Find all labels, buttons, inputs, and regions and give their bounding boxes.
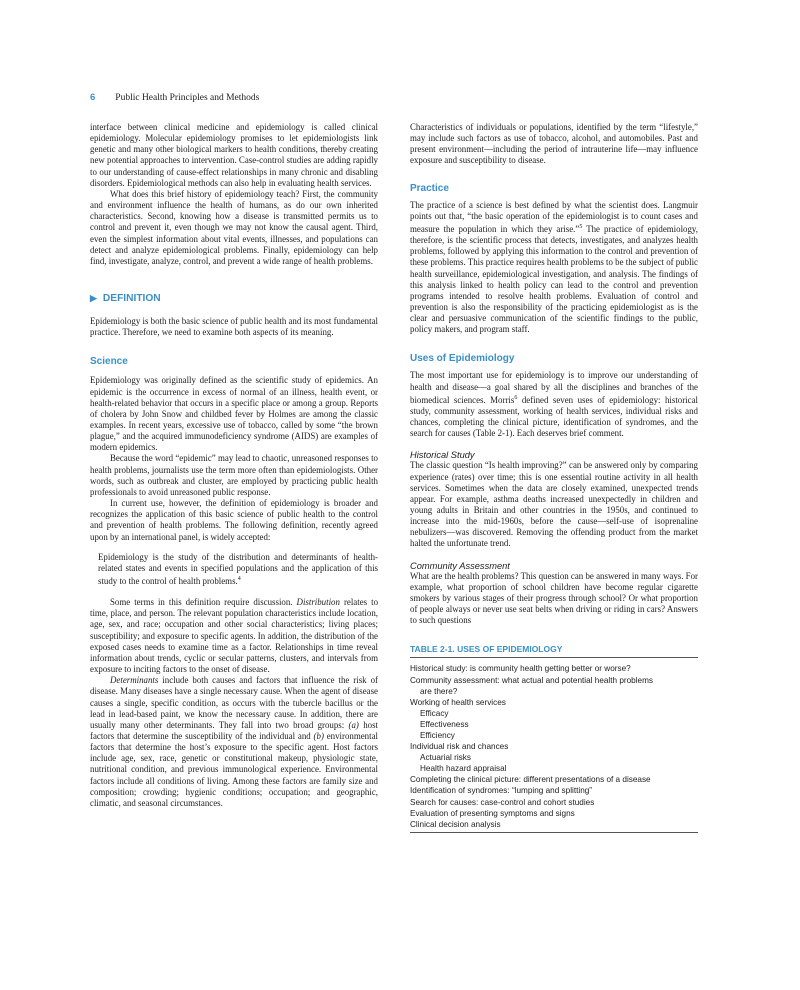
paragraph: Epidemiology was originally defined as the scientific study of epidemics. An epidemic is the occurrence in excess of normal of an illness, health event, or health-related behavior that occurs in a specific place or among a group. Reports of cholera by John Snow and childbed fever by Holmes are among the classic examples. In recent years, excessive use of tobacco, called by some “the brown plague,” and the acquired immunodeficiency syndrome (AIDS) are examples of modern epidemics. [90,375,378,453]
text-run: host factors that determine the susceptibility of the individual and [90,719,378,741]
text-run: The most important use for epidemiology is to improve our understanding of health and disease—a goal shared by all the disciplines and branches of the biomedical sciences. Morris [410,370,698,405]
text-run: include both causes and factors that influence the risk of disease. Many diseases have a single necessary cause. When the agent of disease causes a single, specific condition, as occurs with the tubercle bacillus or the lead in lead-based paint, we know the necessary cause. In addition, there are usually many other determinants. They fall into two broad groups: [90,675,378,730]
table-row: Individual risk and chances [410,742,509,752]
right-column [410,122,698,833]
table-row: Working of health services [410,697,506,707]
list-marker: (b) [313,731,324,741]
paragraph [410,200,698,336]
text-run: The practice of a science is best defined by what the scientist does. Langmuir points out that, “the basic operation of the epidemiologist is to count cases and measure the population in which they arise.” [410,199,698,234]
paragraph [90,597,378,675]
table-body [410,658,698,832]
table-row: Community assessment: what actual and potential health problems [410,675,654,685]
table-row: Identification of syndromes: “lumping and splitting” [410,786,593,796]
paragraph: In current use, however, the definition of epidemiology is broader and recognizes the application of this basic science of public health to the control and prevention of health problems. The following definition, recently agreed upon by an international panel, is widely accepted: [90,498,378,542]
footnote-ref: 6 [514,394,518,401]
paragraph [90,675,378,809]
text-run: defined seven uses of epidemiology: historical study, community assessment, working of health services, individual risks and chances, completing the clinical picture, identification of syndromes, and the search for causes (Table 2-1). Each deserves brief comment. [410,394,698,439]
table-row: Actuarial risks [420,753,471,763]
table-row: Search for causes: case-control and cohort studies [410,797,595,807]
page-number: 6 [90,92,96,103]
paragraph [410,370,698,439]
table-title: TABLE 2-1. USES OF EPIDEMIOLOGY [410,644,698,658]
subsection-heading-uses: Uses of Epidemiology [410,353,515,365]
paragraph: interface between clinical medicine and epidemiology is called clinical epidemiology. Molecular epidemiology promises to let epidemiologists link genetic and many other biological markers to health conditions, thereby creating new potential approaches to intervention. Case-control studies are adding rapidly to our understanding of cause-effect relationships in many chronic and disabling disorders. Epidemiological methods can also help in evaluating health services. [90,122,378,188]
running-title: Public Health Principles and Methods [115,93,260,103]
table-row: Effectiveness [420,719,469,729]
paragraph: What does this brief history of epidemiology teach? First, the community and environment influence the health of humans, as do our own inherited characteristics. Second, knowing how a disease is transmitted permits us to control and prevent it, even though we may not know the causal agent. Third, even the simplest information about vital events, illnesses, and populations can detect and analyze epidemiological problems. Finally, epidemiology can help find, investigate, analyze, control, and prevent a wide range of health problems. [90,188,378,266]
running-head [90,92,259,103]
minor-heading-community-assessment: Community Assessment [410,560,510,571]
text-run: environmental factors that determine the host’s exposure to the specific agent. Host factors include age, sex, race, genetic or constitutional makeup, physiologic state, nutritional condition, and previous immunological experience. Environmental factors include all conditions of living. Among these factors are family size and composition; crowding; hygienic conditions; occupation; and geographic, climatic, and seasonal circumstances. [90,731,378,808]
subsection-heading-practice: Practice [410,182,449,194]
table-row: Health hazard appraisal [420,764,507,774]
definition-quote [98,552,378,587]
section-heading-label: DEFINITION [102,293,161,305]
term-determinants: Determinants [110,675,159,686]
paragraph: Epidemiology is both the basic science of public health and its most fundamental practice. Therefore, we need to examine both aspects of its meaning. [90,316,378,338]
table-row: Historical study: is community health getting better or worse? [410,664,631,674]
text-run: Some terms in this definition require discussion. [110,597,297,608]
paragraph: What are the health problems? This question can be answered in many ways. For example, what proportion of school children have become regular cigarette smokers by various stages of their progress through school? Or what proportion of people always or never use seat belts when driving or riding in cars? Answers to such questions [410,570,698,626]
table-row: are there? [420,686,458,696]
subsection-heading-science: Science [90,356,128,368]
quote-body: Epidemiology is the study of the distribution and determinants of health-related states and events in specified populations and the application of this study to the control of health problems. [98,551,378,586]
triangle-bullet-icon: ▶ [90,293,97,304]
table-uses-of-epidemiology [410,644,698,832]
section-heading-definition [90,293,378,304]
table-row: Clinical decision analysis [410,819,501,829]
text-run: The practice of epidemiology, therefore, is the scientific process that detects, investigates, and analyzes health problems, followed by applying this information to the control and prevention of these problems. This practice requires health problems to be the subject of public health surveillance, epidemiological investigation, and analysis. The findings of this analysis linked to health policy can lead to the control and prevention programs intended to resolve health problems. Evaluation of control and prevention is also the responsibility of the practicing epidemiologist as is the clear and persuasive communication of the scientific findings to the public, policy makers, and program staff. [410,223,698,335]
text-run: relates to time, place, and person. The relevant population characteristics include location, age, sex, and race; occupation and other social characteristics; living places; susceptibility; and exposure to specific agents. In addition, the distribution of the exposed cases needs to examine time as a factor. Relationships in time reveal information about trends, cyclic or secular patterns, clusters, and intervals from exposure to inciting factors to the onset of disease. [90,597,379,675]
table-row: Completing the clinical picture: different presentations of a disease [410,775,651,785]
table-row: Efficiency [420,730,455,740]
list-marker: (a) [348,719,359,730]
footnote-ref: 5 [579,223,583,230]
left-column [90,122,378,809]
term-distribution: Distribution [296,597,340,608]
paragraph: Because the word “epidemic” may lead to chaotic, unreasoned responses to health problems, journalists use the term more often than epidemiologists. Other words, such as outbreak and cluster, are employed by practicing public health professionals to avoid unreasoned public response. [90,453,378,497]
paragraph: Characteristics of individuals or populations, identified by the term “lifestyle,” may include such factors as use of tobacco, alcohol, and automobiles. Past and present environment—including the period of intrauterine life—may influence exposure and susceptibility to disease. [410,122,698,166]
minor-heading-historical-study: Historical Study [410,450,475,461]
paragraph: The classic question “Is health improving?” can be answered only by comparing experience (rates) over time; this is one essential routine activity in all health services. Sometimes when the data are closely examined, unexpected trends appear. For example, asthma deaths increased unexpectedly in children and young adults in Britain and other countries in the 1950s, and continued to increase into the mid-1960s, before the cause—self-use of isoprenaline nebulizers—was discovered. Removing the offending product from the market halted the unfortunate trend. [410,460,698,549]
quote-text [98,552,378,587]
table-row: Evaluation of presenting symptoms and signs [410,808,575,818]
table-row: Efficacy [420,708,449,718]
footnote-ref: 4 [237,576,241,582]
